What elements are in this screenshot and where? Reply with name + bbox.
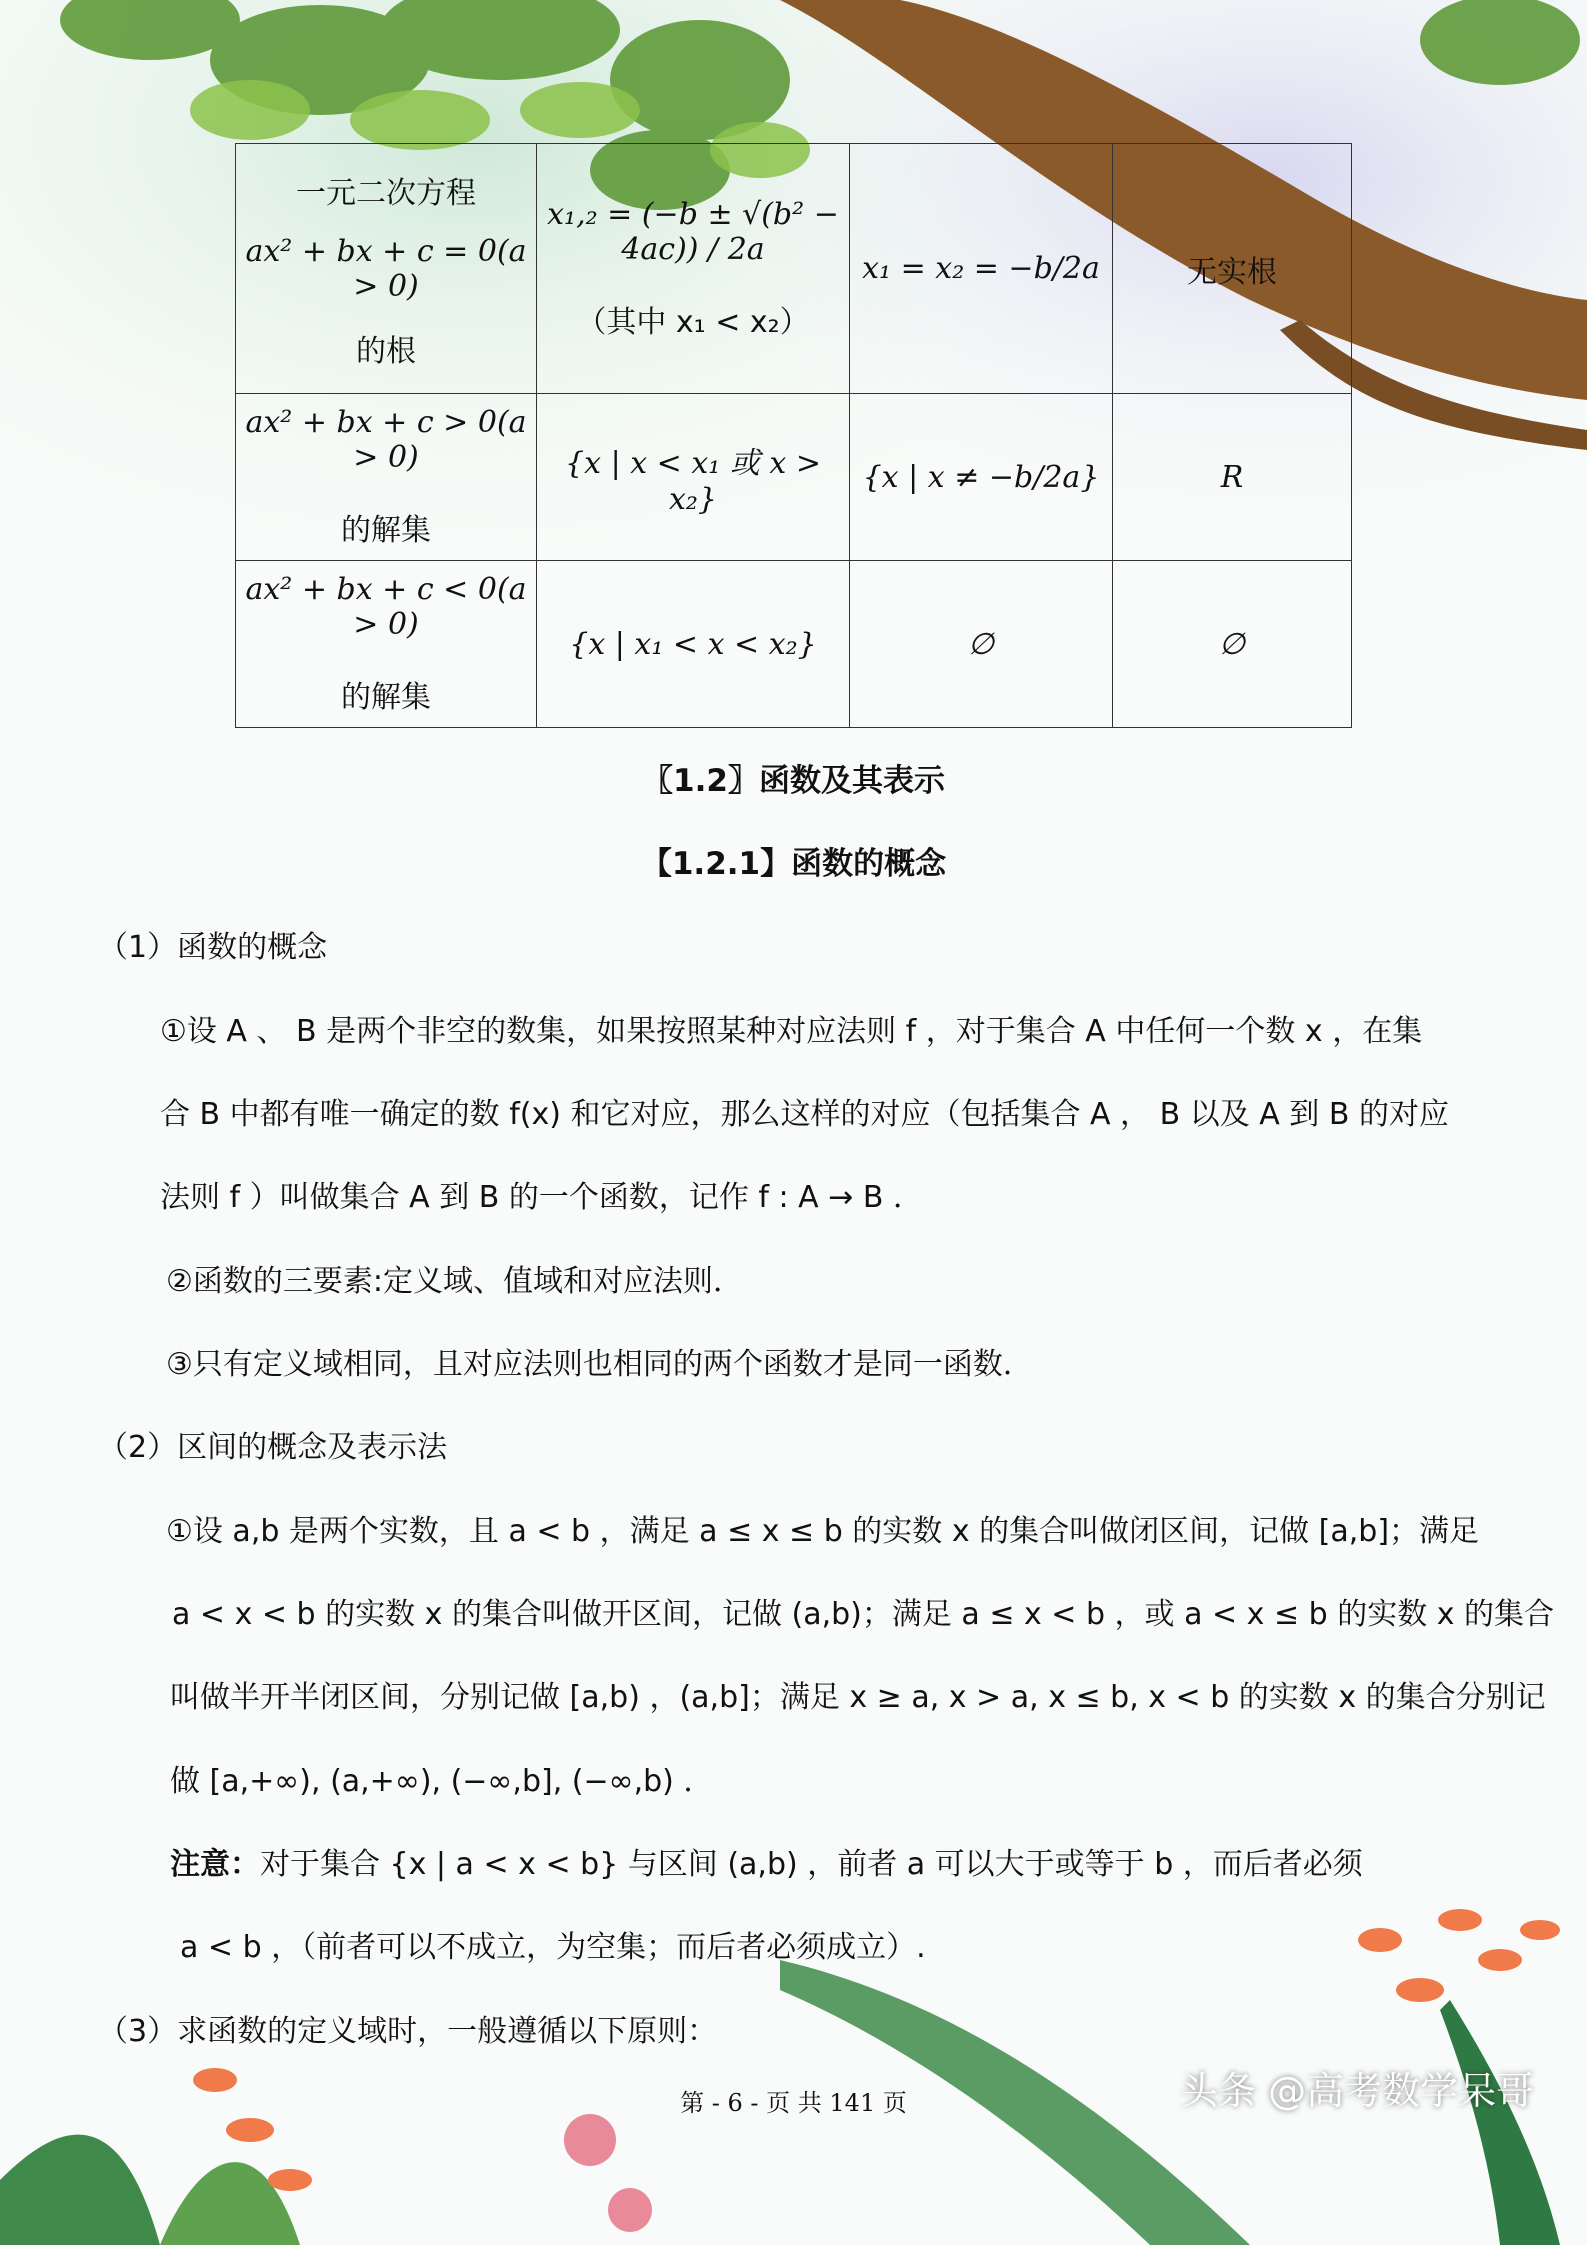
cell-double-root: x₁ = x₂ = −b/2a [850, 144, 1113, 394]
cell-lt-double-root: ∅ [850, 561, 1113, 728]
paragraph-line: ①设 a,b 是两个实数，且 a < b ，满足 a ≤ x ≤ b 的实数 x 的集合叫做闭区间，记做 [a,b]；满足 [166, 1514, 1480, 1549]
paragraph-line: 做 [a,+∞), (a,+∞), (−∞,b], (−∞,b) ． [170, 1764, 714, 1799]
cell-no-roots: 无实根 [1113, 144, 1352, 394]
paragraph-line: ③只有定义域相同，且对应法则也相同的两个函数才是同一函数． [166, 1347, 1033, 1382]
table-row [236, 394, 1352, 561]
cell-lt-no-roots: ∅ [1113, 561, 1352, 728]
table-row [236, 144, 1352, 394]
note-label: 注意： [170, 1847, 260, 1882]
row-label-lt: ax² + bx + c < 0(a > 0) 的解集 [236, 561, 537, 728]
item-heading: （3）求函数的定义域时，一般遵循以下原则： [98, 2014, 718, 2049]
item-heading: （1）函数的概念 [98, 930, 328, 965]
note-text: 对于集合 {x | a < x < b} 与区间 (a,b) ，前者 a 可以大于或等于 b ，而后者必须 [260, 1847, 1363, 1882]
note-line [170, 1839, 1363, 1883]
paragraph-line: a < b ，（前者可以不成立，为空集；而后者必须成立）. [180, 1930, 926, 1965]
section-heading: 〖1.2〗函数及其表示 [642, 763, 945, 799]
cell-gt-double-root: {x | x ≠ −b/2a} [850, 394, 1113, 561]
paragraph-line: 叫做半开半闭区间，分别记做 [a,b) ，(a,b]；满足 x ≥ a, x > a, x ≤ b, x < b 的实数 x 的集合分别记 [170, 1680, 1546, 1715]
paragraph-line: a < x < b 的实数 x 的集合叫做开区间，记做 (a,b)；满足 a ≤ x < b ，或 a < x ≤ b 的实数 x 的集合 [172, 1597, 1555, 1632]
table-row [236, 561, 1352, 728]
subsection-heading: 【1.2.1】函数的概念 [640, 846, 947, 882]
cell-gt-no-roots: R [1113, 394, 1352, 561]
row-label-roots: 一元二次方程 ax² + bx + c = 0(a > 0) 的根 [236, 144, 537, 394]
page-footer: 第 - 6 - 页 共 141 页 [680, 2089, 907, 2117]
paragraph-line: 合 B 中都有唯一确定的数 f(x) 和它对应，那么这样的对应（包括集合 A ， B 以及 A 到 B 的对应 [160, 1097, 1449, 1132]
item-heading: （2）区间的概念及表示法 [98, 1430, 448, 1465]
paragraph-line: ①设 A 、 B 是两个非空的数集，如果按照某种对应法则 f ，对于集合 A 中任何一个数 x ，在集 [160, 1014, 1423, 1049]
paragraph-line: ②函数的三要素:定义域、值域和对应法则． [166, 1264, 744, 1299]
row-label-gt: ax² + bx + c > 0(a > 0) 的解集 [236, 394, 537, 561]
watermark: 头条 @高考数学呆哥 [1180, 2069, 1535, 2113]
cell-two-roots-formula: x₁,₂ = (−b ± √(b² − 4ac)) / 2a （其中 x₁ < x₂） [537, 144, 850, 394]
cell-gt-two-roots: {x | x < x₁ 或 x > x₂} [537, 394, 850, 561]
quadratic-inequality-table [235, 143, 1352, 728]
paragraph-line: 法则 f ）叫做集合 A 到 B 的一个函数，记作 f : A → B ． [160, 1180, 924, 1215]
cell-lt-two-roots: {x | x₁ < x < x₂} [537, 561, 850, 728]
